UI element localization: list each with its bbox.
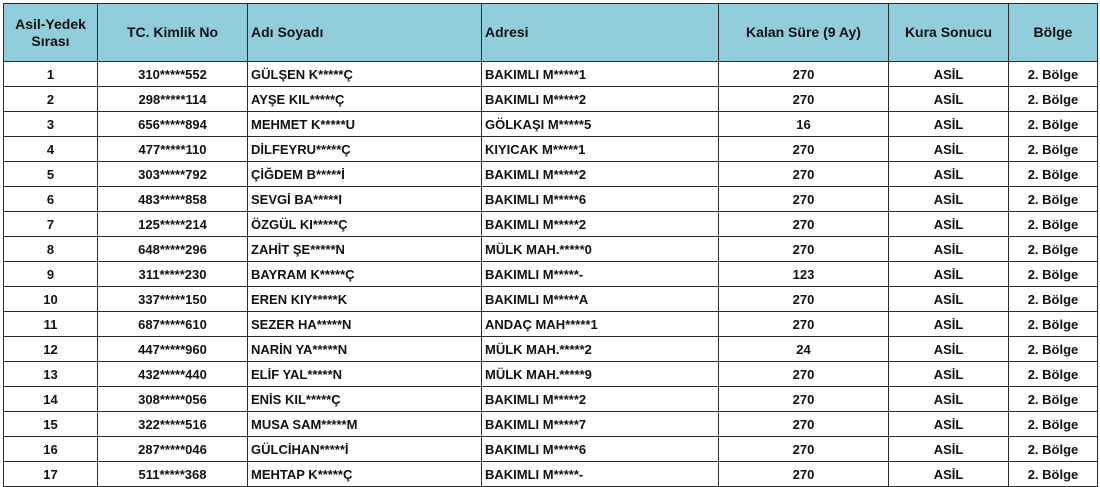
header-kalan-sure: Kalan Süre (9 Ay) [719, 4, 889, 62]
cell-adi-soyadi: AYŞE KIL*****Ç [248, 87, 482, 112]
cell-adresi: GÖLKAŞI M*****5 [482, 112, 719, 137]
cell-kalan-sure: 270 [719, 87, 889, 112]
cell-sira: 4 [4, 137, 98, 162]
cell-kura-sonucu: ASİL [889, 87, 1009, 112]
header-bolge: Bölge [1009, 4, 1098, 62]
cell-kalan-sure: 270 [719, 362, 889, 387]
cell-kura-sonucu: ASİL [889, 412, 1009, 437]
cell-adresi: BAKIMLI M*****2 [482, 212, 719, 237]
cell-adi-soyadi: BAYRAM K*****Ç [248, 262, 482, 287]
cell-tc-kimlik-no: 432*****440 [98, 362, 248, 387]
table-body [4, 62, 1098, 487]
cell-adi-soyadi: ÇİĞDEM B*****İ [248, 162, 482, 187]
table-row [4, 362, 1098, 387]
cell-kalan-sure: 270 [719, 162, 889, 187]
cell-sira: 2 [4, 87, 98, 112]
cell-kura-sonucu: ASİL [889, 337, 1009, 362]
cell-sira: 1 [4, 62, 98, 87]
cell-adi-soyadi: ENİS KIL*****Ç [248, 387, 482, 412]
cell-adi-soyadi: SEZER HA*****N [248, 312, 482, 337]
header-row [4, 4, 1098, 62]
cell-adresi: BAKIMLI M*****2 [482, 387, 719, 412]
cell-sira: 7 [4, 212, 98, 237]
cell-sira: 15 [4, 412, 98, 437]
cell-tc-kimlik-no: 511*****368 [98, 462, 248, 487]
cell-adresi: BAKIMLI M*****A [482, 287, 719, 312]
results-table [3, 3, 1098, 487]
cell-sira: 13 [4, 362, 98, 387]
cell-kura-sonucu: ASİL [889, 137, 1009, 162]
table-row [4, 287, 1098, 312]
cell-kura-sonucu: ASİL [889, 312, 1009, 337]
table-row [4, 187, 1098, 212]
cell-sira: 5 [4, 162, 98, 187]
cell-bolge: 2. Bölge [1009, 412, 1098, 437]
table-row [4, 62, 1098, 87]
cell-sira: 11 [4, 312, 98, 337]
cell-kalan-sure: 270 [719, 212, 889, 237]
table-row [4, 437, 1098, 462]
cell-adi-soyadi: EREN KIY*****K [248, 287, 482, 312]
cell-adresi: BAKIMLI M*****2 [482, 162, 719, 187]
cell-kalan-sure: 270 [719, 387, 889, 412]
cell-kalan-sure: 270 [719, 437, 889, 462]
cell-adi-soyadi: MEHMET K*****U [248, 112, 482, 137]
table-row [4, 112, 1098, 137]
table-row [4, 312, 1098, 337]
cell-bolge: 2. Bölge [1009, 262, 1098, 287]
table-row [4, 162, 1098, 187]
cell-adi-soyadi: GÜLCİHAN*****İ [248, 437, 482, 462]
cell-tc-kimlik-no: 447*****960 [98, 337, 248, 362]
cell-kalan-sure: 270 [719, 287, 889, 312]
cell-kalan-sure: 16 [719, 112, 889, 137]
cell-tc-kimlik-no: 125*****214 [98, 212, 248, 237]
cell-sira: 9 [4, 262, 98, 287]
cell-kalan-sure: 270 [719, 237, 889, 262]
cell-bolge: 2. Bölge [1009, 187, 1098, 212]
cell-tc-kimlik-no: 308*****056 [98, 387, 248, 412]
table-row [4, 412, 1098, 437]
cell-tc-kimlik-no: 477*****110 [98, 137, 248, 162]
cell-adresi: BAKIMLI M*****- [482, 262, 719, 287]
cell-tc-kimlik-no: 310*****552 [98, 62, 248, 87]
cell-kalan-sure: 270 [719, 62, 889, 87]
cell-kalan-sure: 270 [719, 312, 889, 337]
cell-kura-sonucu: ASİL [889, 262, 1009, 287]
cell-tc-kimlik-no: 298*****114 [98, 87, 248, 112]
cell-adi-soyadi: SEVGİ BA*****I [248, 187, 482, 212]
cell-tc-kimlik-no: 483*****858 [98, 187, 248, 212]
table-row [4, 387, 1098, 412]
cell-kalan-sure: 24 [719, 337, 889, 362]
cell-kura-sonucu: ASİL [889, 287, 1009, 312]
header-tc-kimlik-no: TC. Kimlik No [98, 4, 248, 62]
cell-sira: 17 [4, 462, 98, 487]
cell-adresi: BAKIMLI M*****6 [482, 187, 719, 212]
cell-adresi: BAKIMLI M*****2 [482, 87, 719, 112]
cell-kura-sonucu: ASİL [889, 162, 1009, 187]
cell-kura-sonucu: ASİL [889, 212, 1009, 237]
cell-adresi: BAKIMLI M*****6 [482, 437, 719, 462]
cell-bolge: 2. Bölge [1009, 162, 1098, 187]
header-kura-sonucu: Kura Sonucu [889, 4, 1009, 62]
cell-adresi: BAKIMLI M*****1 [482, 62, 719, 87]
table-row [4, 262, 1098, 287]
header-adresi: Adresi [482, 4, 719, 62]
cell-kura-sonucu: ASİL [889, 112, 1009, 137]
cell-kura-sonucu: ASİL [889, 62, 1009, 87]
table-row [4, 212, 1098, 237]
cell-adi-soyadi: ÖZGÜL KI*****Ç [248, 212, 482, 237]
cell-bolge: 2. Bölge [1009, 62, 1098, 87]
cell-bolge: 2. Bölge [1009, 137, 1098, 162]
table-row [4, 87, 1098, 112]
cell-bolge: 2. Bölge [1009, 462, 1098, 487]
cell-sira: 8 [4, 237, 98, 262]
cell-kalan-sure: 270 [719, 187, 889, 212]
cell-bolge: 2. Bölge [1009, 362, 1098, 387]
cell-adresi: KIYICAK M*****1 [482, 137, 719, 162]
cell-tc-kimlik-no: 687*****610 [98, 312, 248, 337]
cell-tc-kimlik-no: 656*****894 [98, 112, 248, 137]
table-header [4, 4, 1098, 62]
cell-bolge: 2. Bölge [1009, 437, 1098, 462]
cell-sira: 16 [4, 437, 98, 462]
cell-adresi: BAKIMLI M*****7 [482, 412, 719, 437]
cell-adi-soyadi: MUSA SAM*****M [248, 412, 482, 437]
cell-adresi: MÜLK MAH.*****0 [482, 237, 719, 262]
cell-sira: 14 [4, 387, 98, 412]
cell-tc-kimlik-no: 303*****792 [98, 162, 248, 187]
table-row [4, 462, 1098, 487]
cell-bolge: 2. Bölge [1009, 212, 1098, 237]
cell-kalan-sure: 123 [719, 262, 889, 287]
cell-adi-soyadi: DİLFEYRU*****Ç [248, 137, 482, 162]
table-row [4, 237, 1098, 262]
table-row [4, 337, 1098, 362]
cell-kura-sonucu: ASİL [889, 187, 1009, 212]
cell-adi-soyadi: GÜLŞEN K*****Ç [248, 62, 482, 87]
results-table-container [3, 3, 1098, 487]
cell-adi-soyadi: MEHTAP K*****Ç [248, 462, 482, 487]
cell-kura-sonucu: ASİL [889, 437, 1009, 462]
cell-adresi: BAKIMLI M*****- [482, 462, 719, 487]
cell-kura-sonucu: ASİL [889, 462, 1009, 487]
cell-adresi: ANDAÇ MAH*****1 [482, 312, 719, 337]
cell-bolge: 2. Bölge [1009, 287, 1098, 312]
cell-bolge: 2. Bölge [1009, 312, 1098, 337]
cell-adresi: MÜLK MAH.*****2 [482, 337, 719, 362]
cell-tc-kimlik-no: 322*****516 [98, 412, 248, 437]
cell-kura-sonucu: ASİL [889, 362, 1009, 387]
cell-kura-sonucu: ASİL [889, 237, 1009, 262]
cell-bolge: 2. Bölge [1009, 337, 1098, 362]
cell-sira: 3 [4, 112, 98, 137]
cell-bolge: 2. Bölge [1009, 237, 1098, 262]
header-sira: Asil-Yedek Sırası [4, 4, 98, 62]
cell-kalan-sure: 270 [719, 412, 889, 437]
cell-kalan-sure: 270 [719, 462, 889, 487]
cell-kalan-sure: 270 [719, 137, 889, 162]
cell-tc-kimlik-no: 648*****296 [98, 237, 248, 262]
cell-sira: 6 [4, 187, 98, 212]
table-row [4, 137, 1098, 162]
cell-sira: 10 [4, 287, 98, 312]
cell-kura-sonucu: ASİL [889, 387, 1009, 412]
cell-tc-kimlik-no: 311*****230 [98, 262, 248, 287]
header-adi-soyadi: Adı Soyadı [248, 4, 482, 62]
cell-bolge: 2. Bölge [1009, 387, 1098, 412]
cell-tc-kimlik-no: 337*****150 [98, 287, 248, 312]
cell-adresi: MÜLK MAH.*****9 [482, 362, 719, 387]
cell-bolge: 2. Bölge [1009, 112, 1098, 137]
cell-sira: 12 [4, 337, 98, 362]
cell-adi-soyadi: ELİF YAL*****N [248, 362, 482, 387]
cell-bolge: 2. Bölge [1009, 87, 1098, 112]
cell-adi-soyadi: NARİN YA*****N [248, 337, 482, 362]
cell-tc-kimlik-no: 287*****046 [98, 437, 248, 462]
cell-adi-soyadi: ZAHİT ŞE*****N [248, 237, 482, 262]
